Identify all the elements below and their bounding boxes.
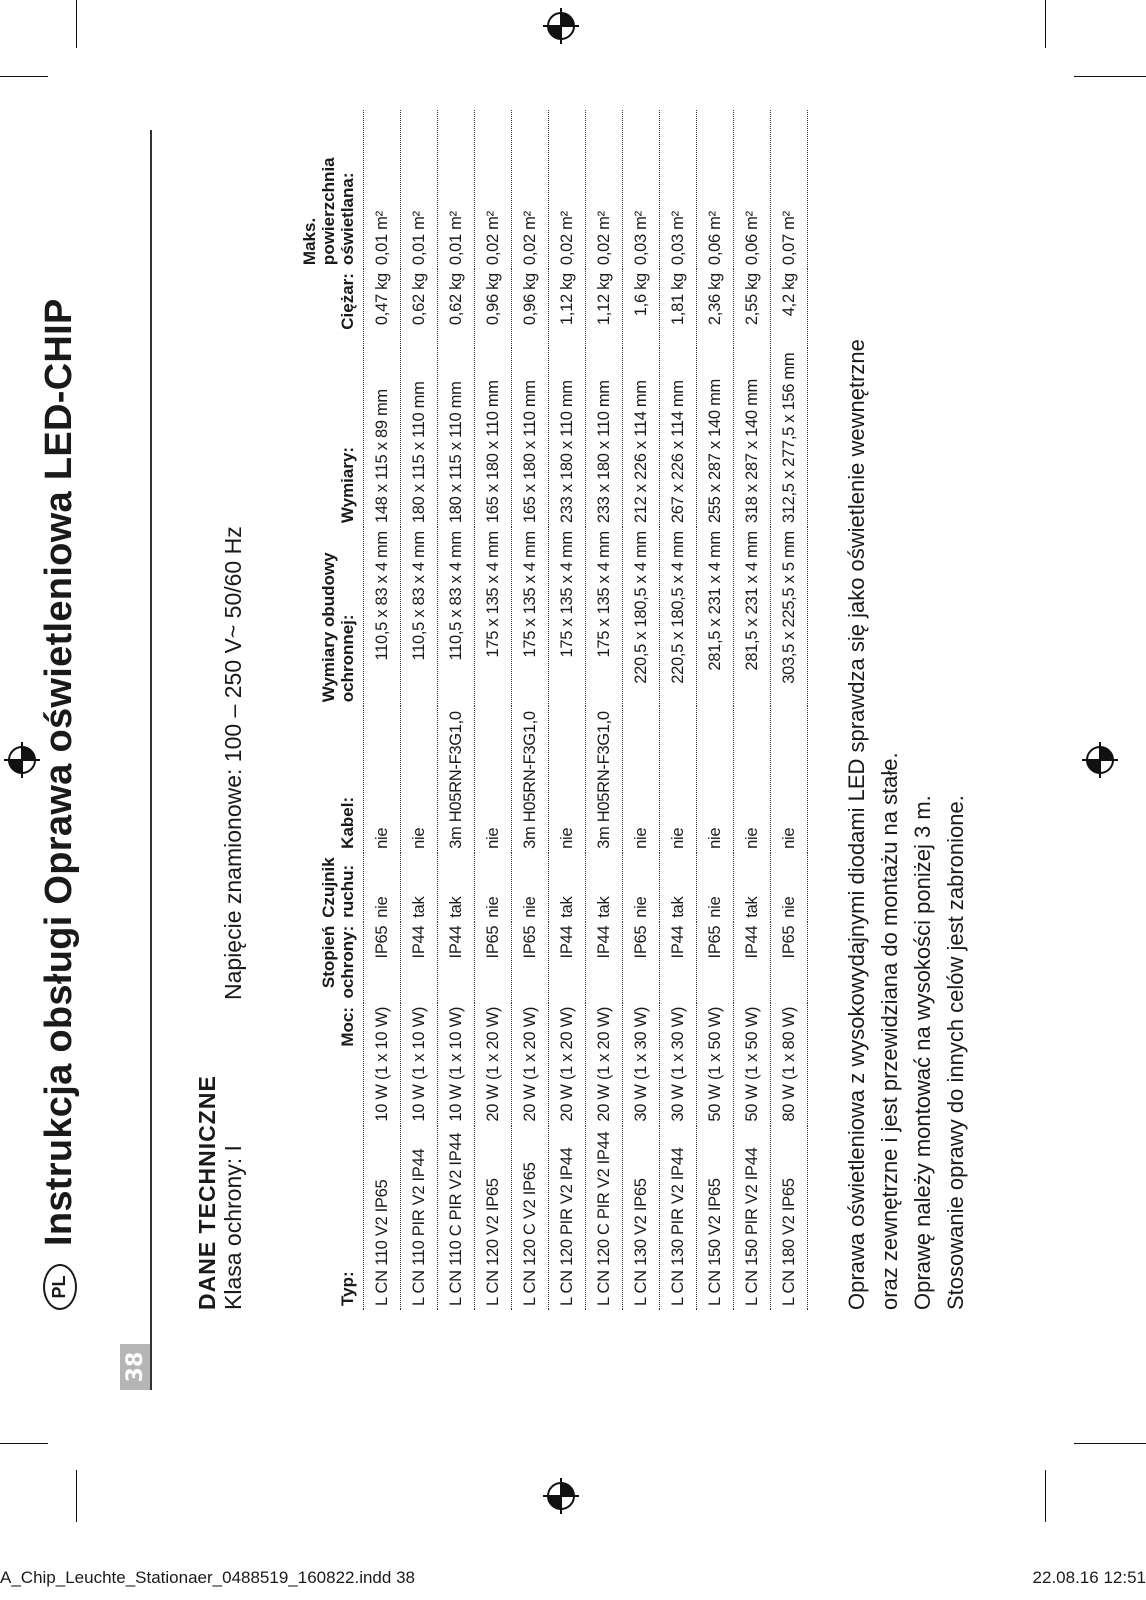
cell-housing-dimensions: 303,5 x 225,5 x 5 mm: [771, 527, 808, 706]
table-row: [364, 110, 401, 1310]
cell-weight: 2,36 kg: [697, 269, 734, 348]
table-row: [697, 110, 734, 1310]
cell-weight: 2,55 kg: [734, 269, 771, 348]
cell-housing-dimensions: 220,5 x 180,5 x 4 mm: [623, 527, 660, 706]
title-row: [38, 298, 81, 1310]
cell-max-area: 0,06 m²: [734, 110, 771, 269]
cell-dimensions: 165 x 180 x 110 mm: [512, 348, 549, 528]
cell-motion-sensor: tak: [438, 853, 475, 922]
cell-motion-sensor: nie: [697, 853, 734, 922]
cell-type: L CN 110 C PIR V2 IP44: [438, 1126, 475, 1310]
cell-cable: nie: [549, 706, 586, 853]
table-row: [771, 110, 808, 1310]
table-row: [512, 110, 549, 1310]
cell-motion-sensor: tak: [586, 853, 623, 922]
table-row: [623, 110, 660, 1310]
registration-mark-icon: [543, 8, 579, 44]
crop-mark: [0, 1443, 48, 1444]
table-row: [401, 110, 438, 1310]
cell-type: L CN 150 PIR V2 IP44: [734, 1126, 771, 1310]
description-line: oraz zewnętrzne i jest przewidziana do montażu na stałe.: [877, 752, 902, 1310]
cell-type: L CN 150 V2 IP65: [697, 1126, 734, 1310]
col-header-housing-dimensions: Wymiary obudowy ochronnej:: [298, 527, 364, 706]
cell-protection: IP65: [512, 922, 549, 1003]
cell-housing-dimensions: 175 x 135 x 4 mm: [512, 527, 549, 706]
cell-dimensions: 318 x 287 x 140 mm: [734, 348, 771, 528]
cell-cable: nie: [475, 706, 512, 853]
col-header-weight: Ciężar:: [298, 269, 364, 348]
cell-type: L CN 120 C V2 IP65: [512, 1126, 549, 1310]
cell-housing-dimensions: 281,5 x 231 x 4 mm: [697, 527, 734, 706]
cell-power: 30 W (1 x 30 W): [623, 1003, 660, 1126]
cell-motion-sensor: tak: [660, 853, 697, 922]
cell-housing-dimensions: 281,5 x 231 x 4 mm: [734, 527, 771, 706]
cell-housing-dimensions: 220,5 x 180,5 x 4 mm: [660, 527, 697, 706]
cell-motion-sensor: tak: [401, 853, 438, 922]
cell-weight: 1,6 kg: [623, 269, 660, 348]
cell-dimensions: 180 x 115 x 110 mm: [401, 348, 438, 528]
cell-cable: nie: [401, 706, 438, 853]
description: [840, 130, 972, 1310]
col-header-protection: Stopień ochrony:: [298, 922, 364, 1003]
cell-max-area: 0,06 m²: [697, 110, 734, 269]
cell-motion-sensor: nie: [475, 853, 512, 922]
cell-motion-sensor: tak: [549, 853, 586, 922]
cell-motion-sensor: nie: [364, 853, 401, 922]
cell-protection: IP65: [623, 922, 660, 1003]
cell-type: L CN 120 V2 IP65: [475, 1126, 512, 1310]
cell-max-area: 0,02 m²: [549, 110, 586, 269]
cell-protection: IP44: [660, 922, 697, 1003]
col-header-power: Moc:: [298, 1003, 364, 1126]
cell-housing-dimensions: 175 x 135 x 4 mm: [549, 527, 586, 706]
rated-voltage: Napięcie znamionowe: 100 – 250 V~ 50/60 Hz: [220, 526, 246, 1000]
crop-mark: [1074, 76, 1146, 77]
cell-cable: 3m H05RN-F3G1,0: [438, 706, 475, 853]
description-line: Stosowanie oprawy do innych celów jest zabronione.: [943, 795, 968, 1310]
cell-max-area: 0,03 m²: [660, 110, 697, 269]
cell-power: 50 W (1 x 50 W): [697, 1003, 734, 1126]
cell-weight: 0,96 kg: [512, 269, 549, 348]
cell-protection: IP44: [549, 922, 586, 1003]
cell-weight: 4,2 kg: [771, 269, 808, 348]
cell-weight: 0,96 kg: [475, 269, 512, 348]
cell-cable: nie: [623, 706, 660, 853]
cell-type: L CN 120 PIR V2 IP44: [549, 1126, 586, 1310]
language-badge: PL: [43, 1264, 77, 1310]
cell-housing-dimensions: 110,5 x 83 x 4 mm: [438, 527, 475, 706]
cell-housing-dimensions: 175 x 135 x 4 mm: [475, 527, 512, 706]
cell-cable: 3m H05RN-F3G1,0: [586, 706, 623, 853]
cell-protection: IP65: [771, 922, 808, 1003]
table-row: [549, 110, 586, 1310]
table-row: [438, 110, 475, 1310]
cell-dimensions: 255 x 287 x 140 mm: [697, 348, 734, 528]
cell-power: 30 W (1 x 30 W): [660, 1003, 697, 1126]
crop-mark: [1045, 1470, 1046, 1522]
cell-housing-dimensions: 175 x 135 x 4 mm: [586, 527, 623, 706]
cell-dimensions: 233 x 180 x 110 mm: [586, 348, 623, 528]
cell-power: 20 W (1 x 20 W): [512, 1003, 549, 1126]
cell-weight: 1,12 kg: [586, 269, 623, 348]
cell-cable: nie: [660, 706, 697, 853]
crop-mark: [76, 1470, 77, 1522]
cell-max-area: 0,01 m²: [364, 110, 401, 269]
cell-weight: 1,12 kg: [549, 269, 586, 348]
cell-cable: nie: [771, 706, 808, 853]
table-row: [734, 110, 771, 1310]
col-header-dimensions: Wymiary:: [298, 348, 364, 528]
cell-max-area: 0,01 m²: [438, 110, 475, 269]
cell-weight: 1,81 kg: [660, 269, 697, 348]
cell-type: L CN 120 C PIR V2 IP44: [586, 1126, 623, 1310]
registration-mark-icon: [4, 742, 40, 778]
cell-dimensions: 148 x 115 x 89 mm: [364, 348, 401, 528]
cell-power: 20 W (1 x 20 W): [549, 1003, 586, 1126]
table-row: [475, 110, 512, 1310]
col-header-type: Typ:: [298, 1126, 364, 1310]
cell-max-area: 0,02 m²: [586, 110, 623, 269]
cell-cable: nie: [364, 706, 401, 853]
cell-protection: IP44: [734, 922, 771, 1003]
cell-weight: 0,47 kg: [364, 269, 401, 348]
cell-protection: IP44: [401, 922, 438, 1003]
cell-type: L CN 110 V2 IP65: [364, 1126, 401, 1310]
manual-page: [38, 130, 980, 1390]
cell-power: 20 W (1 x 20 W): [586, 1003, 623, 1126]
cell-type: L CN 130 V2 IP65: [623, 1126, 660, 1310]
cell-housing-dimensions: 110,5 x 83 x 4 mm: [401, 527, 438, 706]
cell-protection: IP44: [438, 922, 475, 1003]
cell-max-area: 0,02 m²: [512, 110, 549, 269]
cell-dimensions: 165 x 180 x 110 mm: [475, 348, 512, 528]
section-title: DANE TECHNICZNE: [194, 1075, 220, 1310]
cell-dimensions: 212 x 226 x 114 mm: [623, 348, 660, 528]
col-header-max-area: Maks. powierzchnia oświetlana:: [298, 110, 364, 269]
cell-dimensions: 233 x 180 x 110 mm: [549, 348, 586, 528]
footer-filename: A_Chip_Leuchte_Stationaer_0488519_160822.indd 38: [0, 1568, 415, 1587]
cell-type: L CN 180 V2 IP65: [771, 1126, 808, 1310]
cell-weight: 0,62 kg: [401, 269, 438, 348]
cell-power: 10 W (1 x 10 W): [401, 1003, 438, 1126]
cell-power: 80 W (1 x 80 W): [771, 1003, 808, 1126]
registration-mark-icon: [543, 1478, 579, 1514]
col-header-cable: Kabel:: [298, 706, 364, 853]
crop-mark: [76, 0, 77, 48]
cell-power: 50 W (1 x 50 W): [734, 1003, 771, 1126]
cell-dimensions: 312,5 x 277,5 x 156 mm: [771, 348, 808, 528]
header-rule: [150, 130, 152, 1390]
cell-motion-sensor: nie: [512, 853, 549, 922]
cell-cable: nie: [734, 706, 771, 853]
table-header-row: [298, 110, 364, 1310]
cell-type: L CN 110 PIR V2 IP44: [401, 1126, 438, 1310]
crop-mark: [1074, 1443, 1146, 1444]
cell-housing-dimensions: 110,5 x 83 x 4 mm: [364, 527, 401, 706]
cell-dimensions: 267 x 226 x 114 mm: [660, 348, 697, 528]
cell-protection: IP65: [475, 922, 512, 1003]
cell-max-area: 0,01 m²: [401, 110, 438, 269]
crop-mark: [0, 76, 48, 77]
col-header-motion-sensor: Czujnik ruchu:: [298, 853, 364, 922]
cell-weight: 0,62 kg: [438, 269, 475, 348]
cell-protection: IP44: [586, 922, 623, 1003]
cell-motion-sensor: nie: [771, 853, 808, 922]
table-row: [660, 110, 697, 1310]
cell-cable: nie: [697, 706, 734, 853]
cell-protection: IP65: [364, 922, 401, 1003]
cell-power: 10 W (1 x 10 W): [438, 1003, 475, 1126]
crop-mark: [1045, 0, 1046, 48]
description-line: Oprawę należy montować na wysokości poniżej 3 m.: [910, 795, 935, 1310]
spec-table: [298, 110, 808, 1310]
page-title: Instrukcja obsługi Oprawa oświetleniowa LED-CHIP: [38, 298, 80, 1246]
table-row: [586, 110, 623, 1310]
cell-power: 10 W (1 x 10 W): [364, 1003, 401, 1126]
description-line: Oprawa oświetleniowa z wysokowydajnymi diodami LED sprawdza się jako oświetlenie wewnętrzne: [844, 339, 869, 1310]
cell-protection: IP65: [697, 922, 734, 1003]
protection-class: Klasa ochrony: I: [220, 1145, 246, 1310]
cell-dimensions: 180 x 115 x 110 mm: [438, 348, 475, 528]
footer-datetime: 22.08.16 12:51: [1032, 1568, 1146, 1587]
cell-power: 20 W (1 x 20 W): [475, 1003, 512, 1126]
cell-type: L CN 130 PIR V2 IP44: [660, 1126, 697, 1310]
cell-max-area: 0,02 m²: [475, 110, 512, 269]
registration-mark-icon: [1082, 742, 1118, 778]
cell-max-area: 0,03 m²: [623, 110, 660, 269]
page-number: 38: [120, 1344, 150, 1390]
cell-motion-sensor: tak: [734, 853, 771, 922]
cell-cable: 3m H05RN-F3G1,0: [512, 706, 549, 853]
cell-motion-sensor: nie: [623, 853, 660, 922]
cell-max-area: 0,07 m²: [771, 110, 808, 269]
